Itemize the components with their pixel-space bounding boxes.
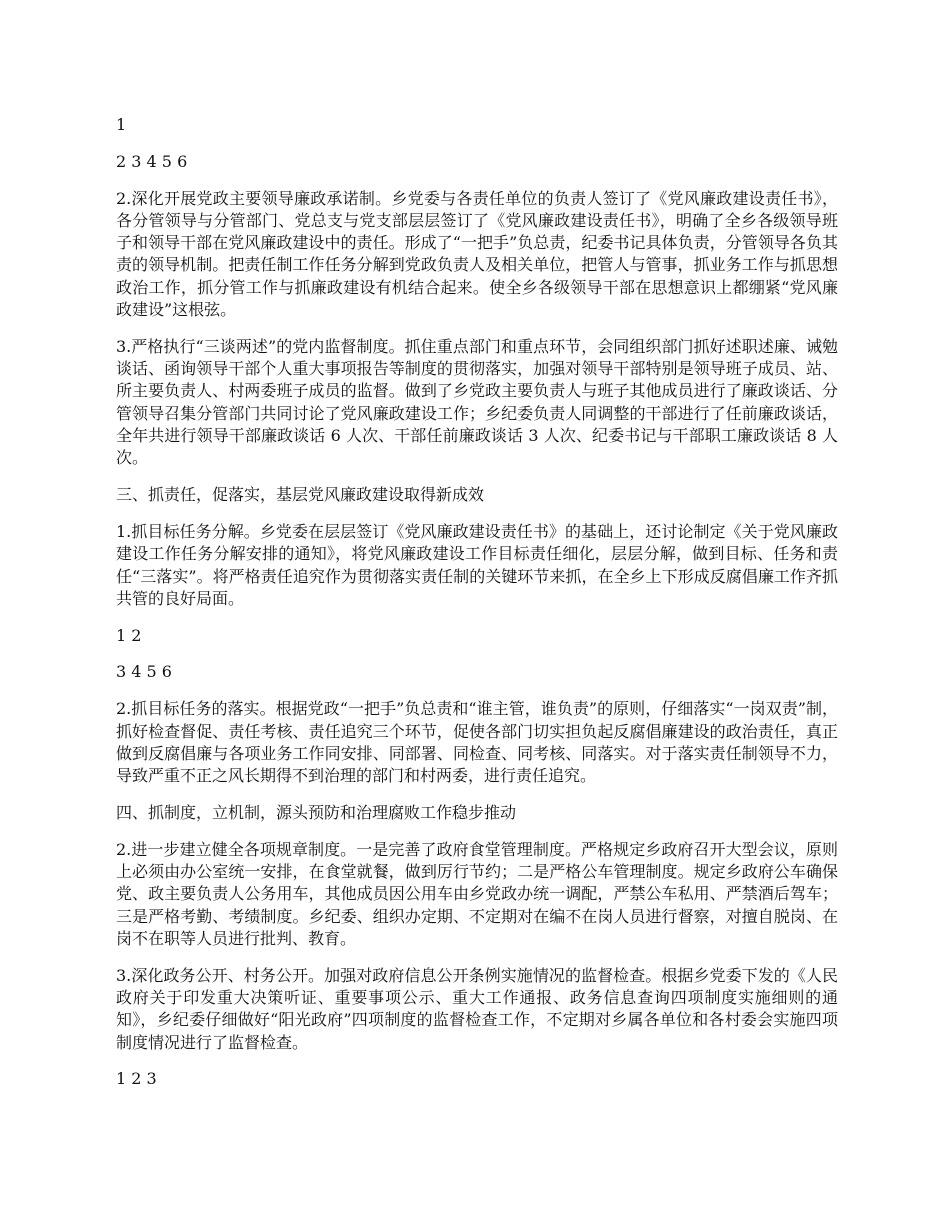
- page-number-line: 2 3 4 5 6: [116, 151, 188, 171]
- section-heading-3: 三、抓责任，促落实，基层党风廉政建设取得新成效: [116, 485, 485, 505]
- document-body: [116, 114, 838, 1105]
- page-number-line: 3 4 5 6: [116, 662, 172, 682]
- paragraph-promise-system: 2.深化开展党政主要领导廉政承诺制。乡党委与各责任单位的负责人签订了《党风廉政建设责任书》，各分管领导与分管部门、党总支与党支部层层签订了《党风廉政建设责任书》，明确了全乡各级领导班子和领导干部在党风廉政建设中的责任。形成了“一把手”负总责，纪委书记具体负责，分管领导各负其责的领导机制。把责任制工作任务分解到党政负责人及相关单位，把管人与管事，抓业务工作与抓思想政治工作，抓分管工作与抓廉政建设有机结合起来。使全乡各级领导干部在思想意识上都绷紧“党风廉政建设”这根弦。: [116, 188, 838, 320]
- section-heading-4: 四、抓制度，立机制，源头预防和治理腐败工作稳步推动: [116, 802, 517, 822]
- page-number-line: 1 2 3: [116, 1069, 157, 1089]
- paragraph-supervision-system: 3.严格执行“三谈两述”的党内监督制度。抓住重点部门和重点环节，会同组织部门抓好述职述廉、诫勉谈话、函询领导干部个人重大事项报告等制度的贯彻落实，加强对领导干部特别是领导班子成员、站、所主要负责人、村两委班子成员的监督。做到了乡党政主要负责人与班子其他成员进行了廉政谈话、分管领导召集分管部门共同讨论了党风廉政建设工作；乡纪委负责人同调整的干部进行了任前廉政谈话，全年共进行领导干部廉政谈话 6 人次、干部任前廉政谈话 3 人次、纪委书记与干部职工廉政谈话 8 人次。: [116, 336, 838, 468]
- page-number-line: 1 2: [116, 625, 142, 645]
- paragraph-task-implementation: 2.抓目标任务的落实。根据党政“一把手”负总责和“谁主管，谁负责”的原则，仔细落实“一岗双责”制，抓好检查督促、责任考核、责任追究三个环节，促使各部门切实担负起反腐倡廉建设的政治责任，真正做到反腐倡廉与各项业务工作同安排、同部署、同检查、同考核、同落实。对于落实责任制领导不力，导致严重不正之风长期得不到治理的部门和村两委，进行责任追究。: [116, 699, 838, 786]
- paragraph-open-affairs: 3.深化政务公开、村务公开。加强对政府信息公开条例实施情况的监督检查。根据乡党委下发的《人民政府关于印发重大决策听证、重要事项公示、重大工作通报、政务信息查询四项制度实施细则的通知》，乡纪委仔细做好“阳光政府”四项制度的监督检查工作，不定期对乡属各单位和各村委会实施四项制度情况进行了监督检查。: [116, 965, 838, 1052]
- paragraph-rules-system: 2.进一步建立健全各项规章制度。一是完善了政府食堂管理制度。严格规定乡政府召开大型会议，原则上必须由办公室统一安排，在食堂就餐，做到厉行节约；二是严格公车管理制度。规定乡政府公车确保党、政主要负责人公务用车，其他成员因公用车由乡党政办统一调配，严禁公车私用、严禁酒后驾车；三是严格考勤、考绩制度。乡纪委、组织办定期、不定期对在编不在岗人员进行督察，对擅自脱岗、在岗不在职等人员进行批判、教育。: [116, 839, 838, 948]
- page-number-line: 1: [116, 115, 127, 134]
- paragraph-task-decomposition: 1.抓目标任务分解。乡党委在层层签订《党风廉政建设责任书》的基础上，还讨论制定《关于党风廉政建设工作任务分解安排的通知》，将党风廉政建设工作目标责任细化，层层分解，做到目标、任务和责任“三落实”。将严格责任追究作为贯彻落实责任制的关键环节来抓，在全乡上下形成反腐倡廉工作齐抓共管的良好局面。: [116, 521, 838, 608]
